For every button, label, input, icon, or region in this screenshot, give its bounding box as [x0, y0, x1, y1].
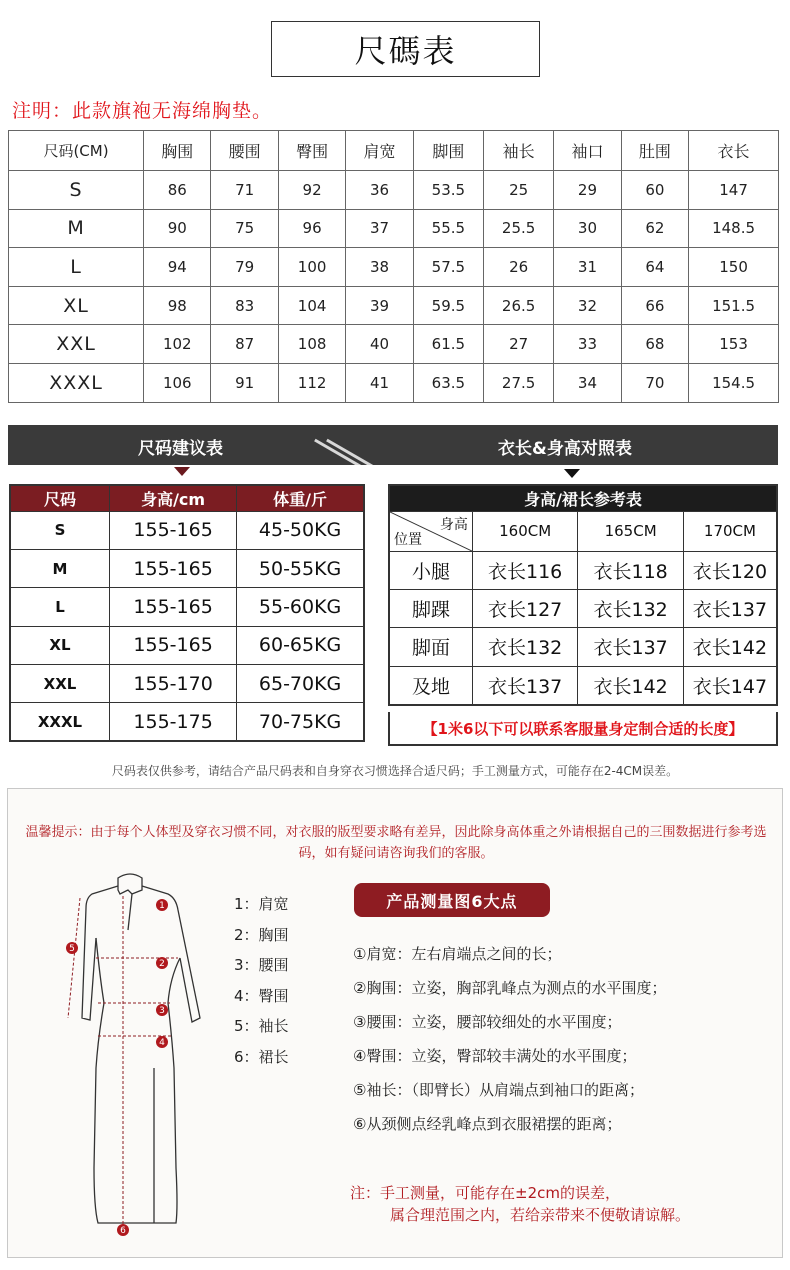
table-cell: 34	[554, 363, 621, 402]
table-row	[389, 589, 777, 627]
section-band	[8, 425, 778, 465]
table-cell: 65-70KG	[237, 665, 364, 703]
column-header: 肩宽	[346, 131, 413, 171]
legend-item: 5：袖长	[234, 1017, 289, 1035]
table-row	[10, 549, 364, 587]
legend-item: 4：臀围	[234, 986, 289, 1005]
size-advice-table	[9, 484, 365, 742]
measurement-points-list	[353, 943, 666, 1147]
legend-item: 2：胸围	[234, 925, 289, 944]
table-cell: 102	[144, 325, 211, 364]
column-header: 170CM	[683, 511, 777, 551]
point-item: ①肩宽：左右肩端点之间的长；	[353, 945, 562, 963]
column-header: 体重/斤	[237, 485, 364, 511]
size-label: XL	[9, 286, 144, 325]
table-cell: 94	[144, 248, 211, 287]
length-table-title: 身高/裙长参考表	[389, 485, 777, 511]
column-header: 衣长	[689, 131, 779, 171]
table-cell: 50-55KG	[237, 549, 364, 587]
footnote-line: 注：手工测量，可能存在±2cm的误差，	[350, 1184, 620, 1202]
table-cell: 155-175	[109, 703, 236, 741]
disclaimer-text: 尺码表仅供参考，请结合产品尺码表和自身穿衣习惯选择合适尺码；手工测量方式，可能存在2-4CM误差。	[111, 764, 679, 778]
table-cell: 45-50KG	[237, 511, 364, 549]
table-cell: 106	[144, 363, 211, 402]
table-cell: 87	[211, 325, 278, 364]
table-cell: 153	[689, 325, 779, 364]
table-cell: 63.5	[413, 363, 483, 402]
table-cell: 38	[346, 248, 413, 287]
table-cell: 衣长116	[472, 551, 577, 589]
table-cell: 37	[346, 209, 413, 248]
size-chart-table	[8, 130, 779, 403]
table-cell: 60	[621, 171, 688, 210]
footnote	[350, 1182, 690, 1226]
table-cell: 55-60KG	[237, 588, 364, 626]
table-cell: 64	[621, 248, 688, 287]
table-cell: 147	[689, 171, 779, 210]
table-cell: 68	[621, 325, 688, 364]
size-label: L	[10, 588, 109, 626]
table-cell: 26	[484, 248, 554, 287]
table-cell: 30	[554, 209, 621, 248]
point-item: ⑥从颈侧点经乳峰点到衣服裙摆的距离；	[353, 1115, 622, 1133]
legend-item: 3：腰围	[234, 956, 289, 974]
measurement-points-badge: 产品测量图6大点	[354, 883, 550, 917]
qipao-dress-illustration	[58, 868, 218, 1248]
table-cell: 98	[144, 286, 211, 325]
table-cell: 衣长137	[683, 589, 777, 627]
column-header: 尺码	[10, 485, 109, 511]
page-title: 尺碼表	[354, 32, 457, 70]
table-cell: 83	[211, 286, 278, 325]
table-cell: 86	[144, 171, 211, 210]
table-cell: 154.5	[689, 363, 779, 402]
table-header-row	[9, 131, 779, 171]
table-row	[9, 209, 779, 248]
point-item: ②胸围：立姿，胸部乳峰点为测点的水平围度；	[353, 979, 667, 997]
table-cell: 57.5	[413, 248, 483, 287]
table-cell: 25	[484, 171, 554, 210]
corner-position-label: 位置	[394, 531, 422, 548]
table-cell: 32	[554, 286, 621, 325]
table-row	[9, 363, 779, 402]
column-header: 臀围	[278, 131, 345, 171]
size-label: XXL	[9, 325, 144, 364]
table-cell: 100	[278, 248, 345, 287]
table-cell: 33	[554, 325, 621, 364]
table-cell: 衣长120	[683, 551, 777, 589]
length-reference-table	[388, 484, 778, 706]
size-label: M	[9, 209, 144, 248]
table-cell: 31	[554, 248, 621, 287]
table-cell: 148.5	[689, 209, 779, 248]
table-cell: 60-65KG	[237, 626, 364, 664]
table-row	[10, 703, 364, 741]
table-cell: 70-75KG	[237, 703, 364, 741]
tips-text: 温馨提示：由于每个人体型及穿衣习惯不同，对衣服的版型要求略有差异，因此除身高体重之外请根据自己的三围数据进行参考选码，如有疑问请咨询我们的客服。	[25, 825, 767, 861]
size-label: S	[10, 511, 109, 549]
table-cell: 155-170	[109, 665, 236, 703]
table-cell: 79	[211, 248, 278, 287]
column-header: 尺码(CM)	[9, 131, 144, 171]
notice-text: 注明：此款旗袍无海绵胸垫。	[12, 100, 273, 122]
table-row	[10, 511, 364, 549]
table-cell: 61.5	[413, 325, 483, 364]
table-cell: 27	[484, 325, 554, 364]
table-cell: 66	[621, 286, 688, 325]
table-cell: 衣长132	[472, 628, 577, 666]
table-cell: 90	[144, 209, 211, 248]
table-cell: 36	[346, 171, 413, 210]
table-cell: 26.5	[484, 286, 554, 325]
pointer-triangle	[174, 467, 190, 476]
table-cell: 59.5	[413, 286, 483, 325]
point-item: ⑤袖长：（即臂长）从肩端点到袖口的距离；	[353, 1081, 644, 1099]
custom-length-note: 【1米6以下可以联系客服量身定制合适的长度】	[388, 712, 778, 746]
table-cell: 衣长147	[683, 666, 777, 704]
corner-cell	[389, 511, 472, 551]
size-label: XL	[10, 626, 109, 664]
marker-5: 5	[69, 944, 75, 954]
size-label: XXXL	[9, 363, 144, 402]
table-row	[9, 171, 779, 210]
table-cell: 108	[278, 325, 345, 364]
table-cell: 155-165	[109, 588, 236, 626]
table-cell: 75	[211, 209, 278, 248]
point-item: ④臀围：立姿，臀部较丰满处的水平围度；	[353, 1047, 637, 1065]
table-cell: 25.5	[484, 209, 554, 248]
table-cell: 70	[621, 363, 688, 402]
table-cell: 55.5	[413, 209, 483, 248]
size-label: L	[9, 248, 144, 287]
table-row	[9, 286, 779, 325]
marker-1: 1	[159, 901, 165, 911]
table-cell: 衣长118	[578, 551, 683, 589]
size-label: XXL	[10, 665, 109, 703]
size-advice-heading: 尺码建议表	[138, 439, 223, 459]
table-row	[10, 665, 364, 703]
table-cell: 衣长142	[578, 666, 683, 704]
position-label: 脚面	[389, 628, 472, 666]
table-cell: 155-165	[109, 626, 236, 664]
table-cell: 112	[278, 363, 345, 402]
size-label: XXXL	[10, 703, 109, 741]
column-header: 身高/cm	[109, 485, 236, 511]
table-row	[389, 628, 777, 666]
column-header: 165CM	[578, 511, 683, 551]
column-header: 肚围	[621, 131, 688, 171]
footnote-line: 属合理范围之内，若给亲带来不便敬请谅解。	[390, 1206, 691, 1224]
position-label: 小腿	[389, 551, 472, 589]
marker-3: 3	[159, 1006, 165, 1016]
table-row	[389, 666, 777, 704]
table-cell: 91	[211, 363, 278, 402]
column-header: 胸围	[144, 131, 211, 171]
column-header: 袖口	[554, 131, 621, 171]
table-row	[10, 626, 364, 664]
table-row	[9, 248, 779, 287]
marker-4: 4	[159, 1038, 165, 1048]
table-cell: 150	[689, 248, 779, 287]
legend-item: 6：裙长	[234, 1047, 289, 1066]
table-cell: 27.5	[484, 363, 554, 402]
table-cell: 92	[278, 171, 345, 210]
measurement-legend	[234, 893, 289, 1076]
table-cell: 53.5	[413, 171, 483, 210]
point-item: ③腰围：立姿，腰部较细处的水平围度；	[353, 1013, 622, 1031]
table-cell: 29	[554, 171, 621, 210]
marker-6: 6	[120, 1226, 126, 1236]
column-header: 160CM	[472, 511, 577, 551]
table-cell: 71	[211, 171, 278, 210]
table-cell: 衣长132	[578, 589, 683, 627]
table-cell: 39	[346, 286, 413, 325]
page-title-box	[271, 21, 540, 77]
legend-item: 1：肩宽	[234, 895, 289, 913]
column-header: 腰围	[211, 131, 278, 171]
column-header: 袖长	[484, 131, 554, 171]
table-row	[10, 588, 364, 626]
table-cell: 155-165	[109, 549, 236, 587]
table-header-row	[10, 485, 364, 511]
column-header: 脚围	[413, 131, 483, 171]
pointer-triangle	[564, 469, 580, 478]
table-cell: 104	[278, 286, 345, 325]
corner-height-label: 身高	[439, 516, 468, 533]
marker-2: 2	[159, 959, 165, 969]
size-label: M	[10, 549, 109, 587]
size-label: S	[9, 171, 144, 210]
table-row	[389, 551, 777, 589]
position-label: 及地	[389, 666, 472, 704]
table-row	[9, 325, 779, 364]
table-cell: 衣长137	[472, 666, 577, 704]
table-cell: 96	[278, 209, 345, 248]
table-cell: 62	[621, 209, 688, 248]
table-cell: 40	[346, 325, 413, 364]
table-cell: 41	[346, 363, 413, 402]
table-cell: 155-165	[109, 511, 236, 549]
table-cell: 衣长127	[472, 589, 577, 627]
table-cell: 151.5	[689, 286, 779, 325]
position-label: 脚踝	[389, 589, 472, 627]
length-height-heading: 衣长&身高对照表	[498, 439, 632, 459]
table-cell: 衣长137	[578, 628, 683, 666]
table-cell: 衣长142	[683, 628, 777, 666]
